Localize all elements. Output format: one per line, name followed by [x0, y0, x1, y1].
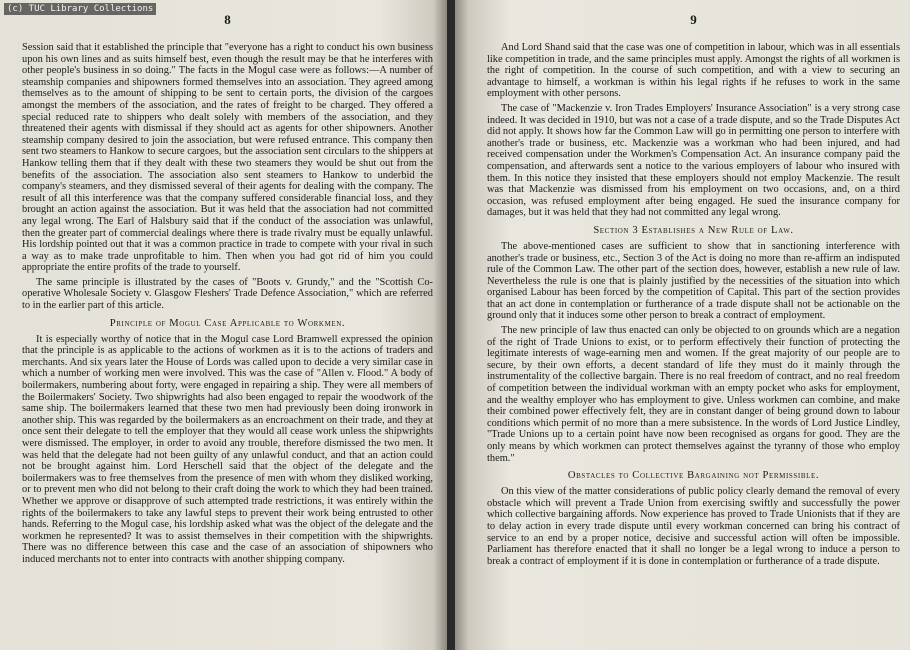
left-paragraph-3: It is especially worthy of notice that in the Mogul case Lord Bramwell expressed the opinion that the principle is as applicable to the actions of workmen as it is to the actions of traders and merchants. And six years later the House of Lords was called upon to decide a very similar case in which a number of working men were involved. This was the case of "Allen v. Flood." A body of boilermakers, numbering about forty, were engaged in repairing a ship. They were all members of the Boilermakers' Society. Two shipwrights had also been engaged to repair the woodwork of the same ship. The boilermakers learned that these two men had previously been doing ironwork in another ship. This was regarded by the boilermakers as an encroachment on their trade, and they at once sent their delegate to tell the employer that they would all cease work unless the shipwrights were dismissed. The employer, in order to avoid any trouble, therefore dismissed the two men. It was held that the delegate had not been guilty of any unlawful conduct, and that an action could not be brought against him. Lord Herschell said that the object of the delegate and the boilermakers was to free themselves from the presence of men with whom they disliked working, or to prevent men who did not belong to their craft doing the work to which they had been trained. Whether we approve or disapprove of such attempted trade restrictions, it was entirely within the rights of the boilermakers to take any lawful steps to prevent their work being entrusted to other hands. Referring to the Mogul case, his lordship asked what was the object of the delegate and the workmen he represented? It was to assist themselves in their competition with the shipwrights. There was no difference between this case and the case of an association of shipowners who induced merchants not to enter into contracts with another shipping company. — [22, 333, 433, 565]
right-paragraph-2: The case of "Mackenzie v. Iron Trades Employers' Insurance Association" is a very strong case indeed. It was decided in 1910, but was not a case of a trade dispute, and so the Trade Disputes Act did not apply. It shows how far the Common Law will go in permitting one person to interfere with another's trade or business, etc. Mackenzie was a workman who had been injured, and had received compensation under the Workmen's Compensation Act. An insurance company paid the compensation, and afterwards sent a notice to the various employers of labour who insured with them. In this notice they insisted that these employers should not employ Mackenzie. The result was that Mackenzie was dismissed from his employment on two occasions, and, on a third occasion, was refused employment after being engaged. He sued the insurance company for damages, but it was held that they had not committed any legal wrong. — [487, 102, 900, 219]
right-paragraph-3: The above-mentioned cases are sufficient to show that in sanctioning interference with another's trade or business, etc., Section 3 of the Act is doing no more than re-affirm an indisputed rule of the Common Law. The other part of the section does, however, establish a new rule of law. Nevertheless the rule is one that is plainly justified by the necessities of the situation into which organised Labour has been forced by the competition of Capital. This part of the section provides that an act done in contemplation or furtherance of a trade dispute shall not be actionable on the ground only that it induces some other person to break a contract of employment. — [487, 240, 900, 322]
left-page — [0, 0, 447, 650]
book-gutter — [447, 0, 455, 650]
left-section-heading: Principle of Mogul Case Applicable to Workmen. — [109, 317, 346, 329]
left-paragraph-1: Session said that it established the principle that "everyone has a right to conduct his own business upon his own lines and as suits himself best, even though the result may be that he interferes with other people's business in so doing." The facts in the Mogul case were as follows:—A number of steamship companies and shipowners formed themselves into an association. They agreed among themselves as to the amount of shipping to be sent to certain ports, the division of the cargoes amongst the members of the association, and the rates of freight to be charged. They offered a special reduced rate to shippers who dealt solely with members of the association, and they threatened their agents with dismissal if they should act as agents for other shipowners. Another steamship company desired to join the association, but were refused entrance. This company then sent two steamers to Hankow to secure cargoes, but the association sent circulars to the shippers at Hankow telling them that if they dealt with these two steamers they would be shut out from the benefits of the association. The association also sent steamers to Hankow to underbid the company's steamers, and they dismissed several of their agents for dealing with the company. The result of all this interference was that the company suffered considerable financial loss, and they brought an action against the association. But it was held that the association had not committed any legal wrong. The Earl of Halsbury said that if the conduct of the association was unlawful, then the greater part of commercial dealings where there is trade rivalry must be equally unlawful. His lordship pointed out that it was a common practice in trade to compete with your rival in such a way as to make trade unprofitable to him. Then when you had got rid of him you could appropriate the entire profits of the trade to yourself. — [22, 42, 433, 274]
right-paragraph-5: On this view of the matter considerations of public policy clearly demand the removal of every obstacle which will prevent a Trade Union from exercising swiftly and successfully the power which collective bargaining affords. Now experience has proved to Trade Unionists that if they are to delay action in every trade dispute until every workman concerned can bring his contract of service to an end by a proper notice, decisive and successful action will often be impossible. Parliament has therefore enacted that it shall no longer be a legal wrong to induce a person to break a contract of employment if it is done in contemplation or furtherance of a trade dispute. — [487, 486, 900, 567]
page-number-left: 8 — [224, 12, 231, 27]
right-page — [455, 0, 910, 650]
right-paragraph-4: The new principle of law thus enacted can only be objected to on grounds which are a negation of the right of Trade Unions to exist, or to perform effectively their function of protecting the legitimate interests of wage-earning men and women. If the great majority of our people are to secure, by their own efforts, a decent standard of life they must do it mainly through the instrumentality of the collective bargain. There is no real freedom of contract, and no real freedom of competition between the individual workman with an empty pocket who asks for employment, and the wealthy employer who has employment to give. Unless workmen can combine, and make their combined power effectively felt, they are in constant danger of being ground down to labour conditions which permit of no more than a mere subsistence. In the words of Lord Justice Lindley, "Trade Unions up to a certain point have now been recognised as organs for good. They are the only means by which workmen can protect themselves against the tyranny of those who employ them." — [487, 325, 900, 464]
page-number-right: 9 — [690, 12, 697, 27]
left-paragraph-2: The same principle is illustrated by the cases of "Boots v. Grundy," and the "Scottish Co-operative Wholesale Society v. Glasgow Fleshers' Trade Defence Association," which are referred to in the earlier part of this article. — [22, 276, 433, 312]
right-section-heading-2: Obstacles to Collective Bargaining not Permissible. — [567, 470, 820, 482]
right-paragraph-1: And Lord Shand said that the case was one of competition in labour, which was in all essentials like competition in trade, and the same principles must apply. Amongst the rights of all workmen is the right of competition. In the course of such competition, and with a view to securing an advantage to himself, a workman is within his legal rights if he refuses to work in the same employment with other persons. — [487, 42, 900, 100]
collection-watermark: (c) TUC Library Collections — [4, 3, 156, 15]
right-section-heading-1: Section 3 Establishes a New Rule of Law. — [593, 224, 794, 236]
